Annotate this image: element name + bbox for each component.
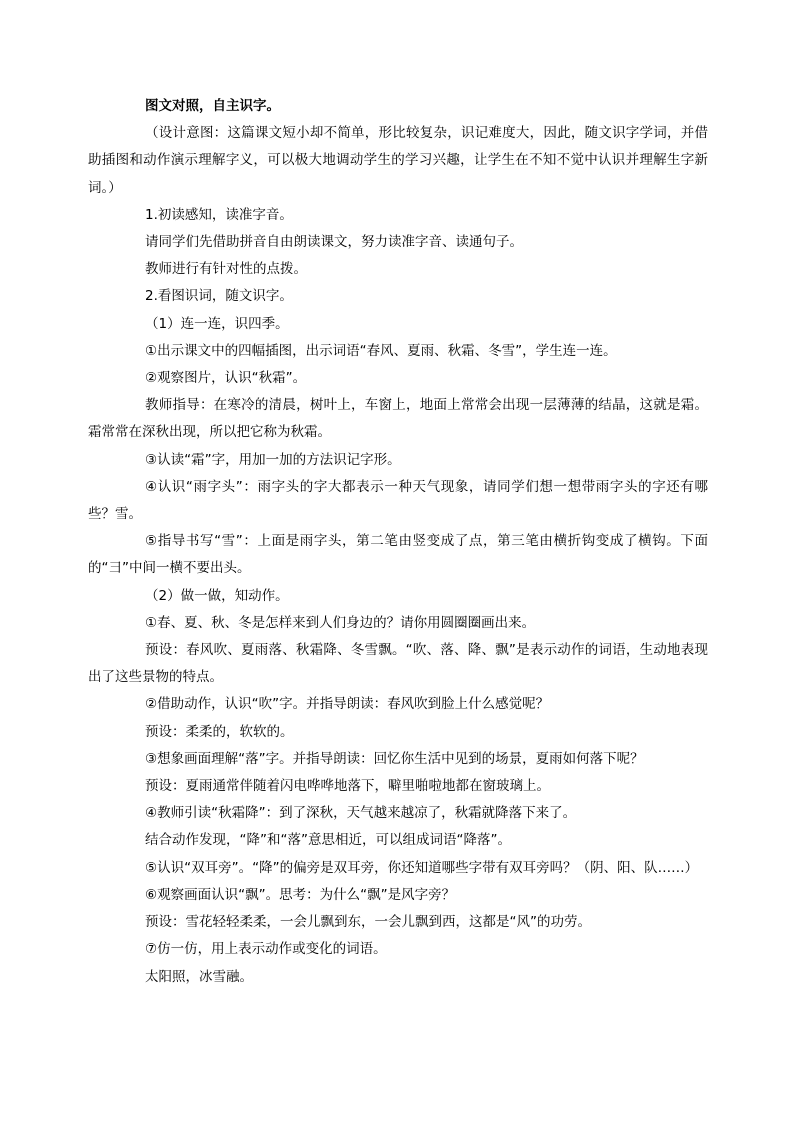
paragraph: ④教师引读“秋霜降”：到了深秋，天气越来越凉了，秋霜就降落下来了。 xyxy=(145,805,577,822)
paragraph: ⑥观察画面认识“飘”。思考：为什么“飘”是风字旁？ xyxy=(145,886,456,903)
paragraph: ①出示课文中的四幅插图，出示词语“春风、夏雨、秋霜、冬雪”，学生连一连。 xyxy=(145,342,617,359)
paragraph: ④认识“雨字头”：雨字头的字大都表示一种天气现象，请同学们想一想带雨字头的字还有哪些？雪。 xyxy=(88,478,708,523)
paragraph: 太阳照，冰雪融。 xyxy=(145,968,253,985)
paragraph: 预设：夏雨通常伴随着闪电哗哗地落下，噼里啪啦地都在窗玻璃上。 xyxy=(145,778,550,795)
paragraph: 预设：春风吹、夏雨落、秋霜降、冬雪飘。“吹、落、降、飘”是表示动作的词语，生动地表现出了这些景物的特点。 xyxy=(88,642,708,686)
paragraph: ⑤认识“双耳旁”。“降”的偏旁是双耳旁，你还知道哪些字带有双耳旁吗？（阴、阳、队……） xyxy=(145,859,699,876)
paragraph: ⑦仿一仿，用上表示动作或变化的词语。 xyxy=(145,941,387,958)
design-intent-paragraph: （设计意图：这篇课文短小却不简单，形比较复杂，识记难度大，因此，随文识字学词，并借助插图和动作演示理解字义，可以极大地调动学生的学习兴趣，让学生在不知不觉中认识并理解生字新词。） xyxy=(88,125,708,196)
document-body xyxy=(88,93,708,991)
paragraph: ⑤指导书写“雪”：上面是雨字头，第二笔由竖变成了点，第三笔由横折钩变成了横钩。下面的“彐”中间一横不要出头。 xyxy=(88,533,708,577)
paragraph: ②观察图片，认识“秋霜”。 xyxy=(145,370,307,387)
paragraph: 请同学们先借助拼音自由朗读课文，努力读准字音、读通句子。 xyxy=(145,234,523,251)
step-heading: 1.初读感知，读准字音。 xyxy=(145,206,293,223)
section-title: 图文对照，自主识字。 xyxy=(145,98,280,114)
paragraph: 预设：雪花轻轻柔柔，一会儿飘到东，一会儿飘到西，这都是“风”的功劳。 xyxy=(145,914,591,931)
sub-heading: （1）连一连，识四季。 xyxy=(145,315,289,332)
step-heading: 2.看图识词，随文识字。 xyxy=(145,288,293,305)
paragraph: ③认读“霜”字，用加一加的方法识记字形。 xyxy=(145,451,401,468)
paragraph: 预设：柔柔的，软软的。 xyxy=(145,723,294,740)
sub-heading: （2）做一做，知动作。 xyxy=(145,587,289,604)
paragraph: ③想象画面理解“落”字。并指导朗读：回忆你生活中见到的场景，夏雨如何落下呢？ xyxy=(145,750,644,767)
paragraph: 教师指导：在寒冷的清晨，树叶上，车窗上，地面上常常会出现一层薄薄的结晶，这就是霜。霜常常在深秋出现，所以把它称为秋霜。 xyxy=(88,397,708,441)
paragraph: 结合动作发现，“降”和“落”意思相近，可以组成词语“降落”。 xyxy=(145,832,511,849)
paragraph: 教师进行有针对性的点拨。 xyxy=(145,261,307,278)
paragraph: ①春、夏、秋、冬是怎样来到人们身边的？请你用圆圈圈画出来。 xyxy=(145,614,536,631)
paragraph: ②借助动作，认识“吹”字。并指导朗读：春风吹到脸上什么感觉呢？ xyxy=(145,696,550,713)
